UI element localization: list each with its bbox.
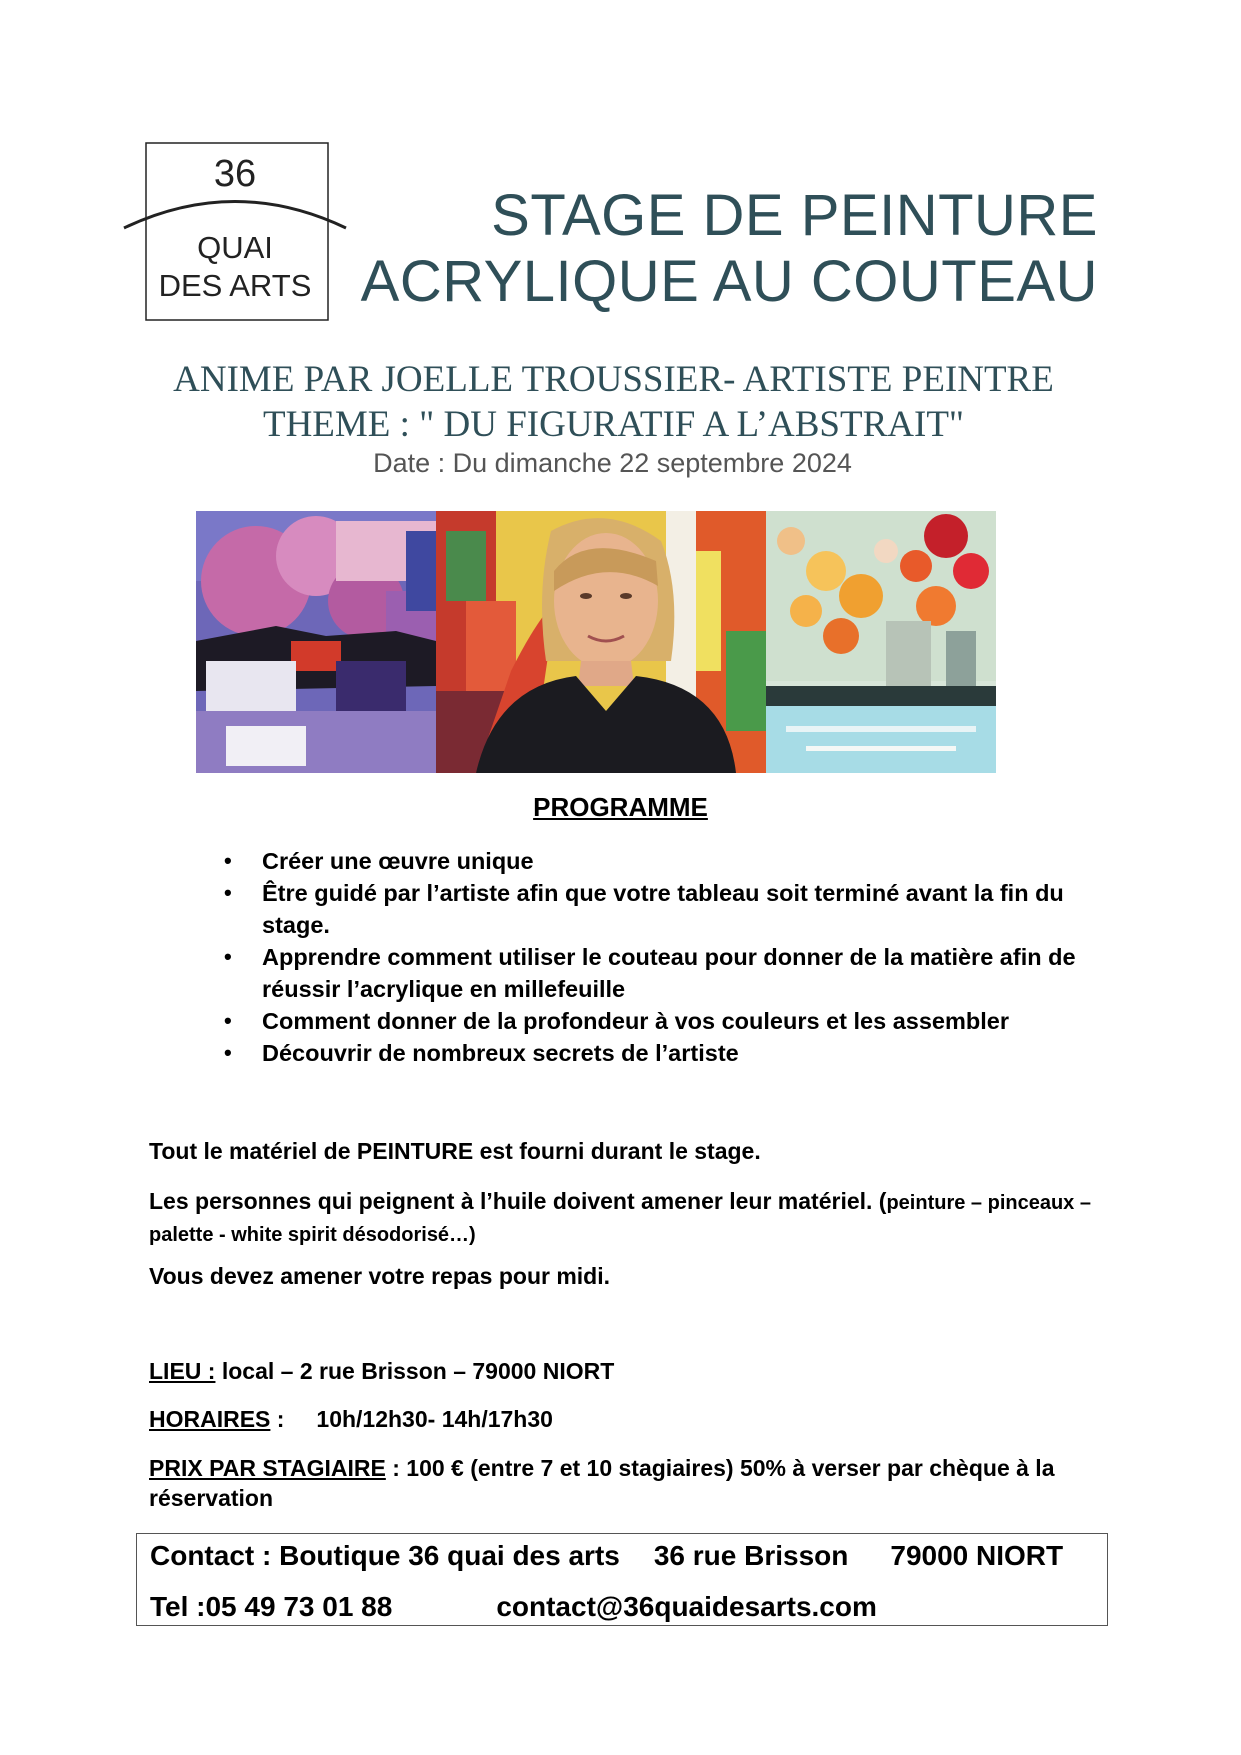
painting-right-image bbox=[766, 511, 996, 773]
material-note: Tout le matériel de PEINTURE est fourni durant le stage. bbox=[149, 1138, 761, 1164]
programme-list bbox=[222, 845, 1102, 1069]
contact-city: 79000 NIORT bbox=[890, 1540, 1064, 1571]
schedule-label: HORAIRES bbox=[149, 1406, 271, 1432]
contact-box bbox=[136, 1533, 1108, 1626]
meal-note: Vous devez amener votre repas pour midi. bbox=[149, 1263, 610, 1289]
contact-line-2 bbox=[150, 1591, 877, 1623]
oil-note-detail: peinture – pinceaux – palette - white spirit désodorisé…) bbox=[149, 1192, 1091, 1246]
contact-phone: Tel :05 49 73 01 88 bbox=[150, 1591, 393, 1622]
logo-number: 36 bbox=[213, 153, 257, 195]
oil-note-main: Les personnes qui peignent à l’huile doivent amener leur matériel. ( bbox=[149, 1188, 887, 1214]
contact-shop: Contact : Boutique 36 quai des arts bbox=[150, 1540, 620, 1571]
logo bbox=[120, 140, 350, 324]
logo-line1: QUAI bbox=[197, 230, 273, 265]
contact-email-link[interactable]: contact@36quaidesarts.com bbox=[496, 1591, 877, 1622]
contact-line-1 bbox=[150, 1540, 1063, 1572]
programme-item: • Être guidé par l’artiste afin que votre tableau soit terminé avant la fin du stage. bbox=[222, 877, 1102, 941]
oil-painters-note bbox=[149, 1186, 1099, 1250]
title-line-2: ACRYLIQUE AU COUTEAU bbox=[360, 249, 1098, 314]
location-label: LIEU : bbox=[149, 1358, 216, 1384]
date-line: Date : Du dimanche 22 septembre 2024 bbox=[373, 448, 852, 478]
theme-line: THEME : " DU FIGURATIF A L’ABSTRAIT" bbox=[262, 404, 965, 445]
schedule-value: : 10h/12h30- 14h/17h30 bbox=[270, 1406, 553, 1432]
price-value: : 100 € (entre 7 et 10 stagiaires) 50% à verser par chèque à la réservation bbox=[149, 1455, 1055, 1511]
schedule-line bbox=[149, 1404, 1109, 1434]
location-line bbox=[149, 1356, 1109, 1386]
programme-item: • Découvrir de nombreux secrets de l’artiste bbox=[222, 1037, 1102, 1069]
painting-left-image bbox=[196, 511, 436, 773]
price-line bbox=[149, 1453, 1109, 1513]
logo-line2: DES ARTS bbox=[158, 268, 312, 303]
programme-item: • Créer une œuvre unique bbox=[222, 845, 1102, 877]
programme-heading: PROGRAMME bbox=[533, 792, 708, 822]
price-label: PRIX PAR STAGIAIRE bbox=[149, 1455, 386, 1481]
animator-line: ANIME PAR JOELLE TROUSSIER- ARTISTE PEINTRE bbox=[173, 359, 1054, 400]
contact-address: 36 rue Brisson bbox=[653, 1540, 849, 1571]
programme-item: • Apprendre comment utiliser le couteau pour donner de la matière afin de réussir l’acrylique en millefeuille bbox=[222, 941, 1102, 1005]
title-line-1: STAGE DE PEINTURE bbox=[491, 183, 1098, 248]
artist-portrait-image bbox=[436, 511, 766, 773]
location-value: local – 2 rue Brisson – 79000 NIORT bbox=[215, 1358, 615, 1384]
programme-item: • Comment donner de la profondeur à vos couleurs et les assembler bbox=[222, 1005, 1102, 1037]
